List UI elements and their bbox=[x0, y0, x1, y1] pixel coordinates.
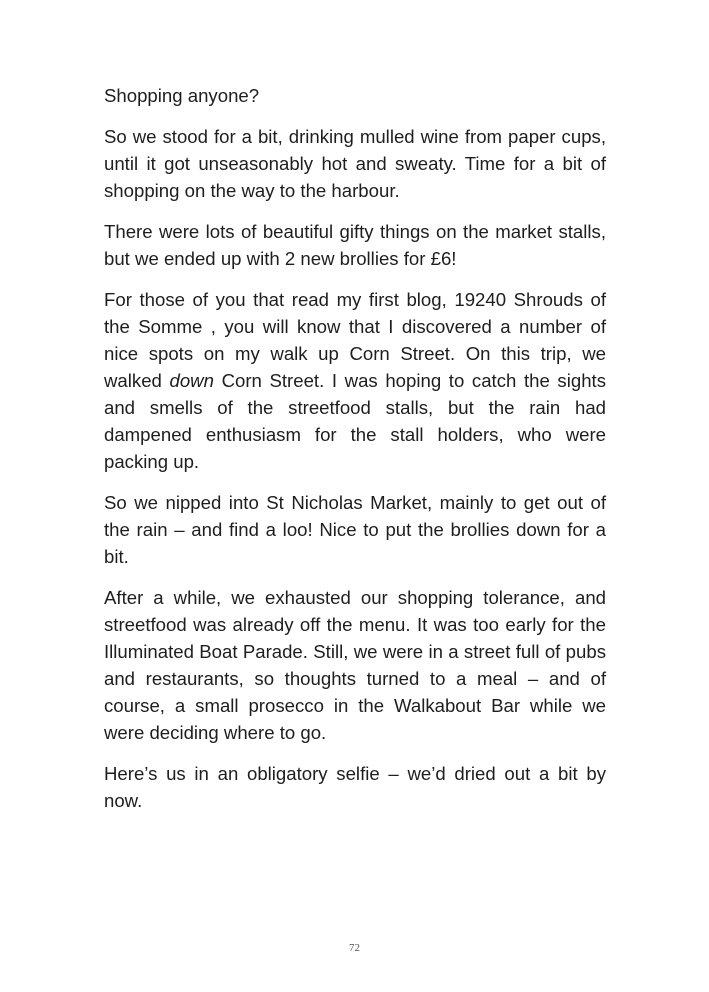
paragraph-3 bbox=[104, 286, 606, 475]
section-heading: Shopping anyone? bbox=[104, 85, 260, 106]
paragraph-6: Here’s us in an obligatory selfie – we’d dried out a bit by now. bbox=[104, 763, 606, 811]
paragraph-3-start: For those of you that read my first blog, 19240 Shrouds of the Somme , you will know that I discovered a number of nice spots on my walk up Corn Street. On this trip, we walked bbox=[104, 289, 606, 391]
paragraph-5: After a while, we exhausted our shopping tolerance, and streetfood was already off the menu. It was too early for the Illuminated Boat Parade. Still, we were in a street full of pubs and restaurants, so thoughts turned to a meal – and of course, a small prosecco in the Walkabout Bar while we were deciding where to go. bbox=[104, 587, 606, 743]
paragraph-1: So we stood for a bit, drinking mulled wine from paper cups, until it got unseasonably hot and sweaty. Time for a bit of shopping on the way to the harbour. bbox=[104, 126, 606, 201]
page-body bbox=[104, 82, 606, 828]
paragraph-4: So we nipped into St Nicholas Market, mainly to get out of the rain – and find a loo! Nice to put the brollies down for a bit. bbox=[104, 492, 606, 567]
paragraph-3-emphasis: down bbox=[169, 370, 214, 391]
paragraph-3-end: Corn Street. I was hoping to catch the sights and smells of the streetfood stalls, but the rain had dampened enthusiasm for the stall holders, who were packing up. bbox=[104, 370, 606, 472]
page-number: 72 bbox=[349, 942, 360, 954]
paragraph-2: There were lots of beautiful gifty things on the market stalls, but we ended up with 2 new brollies for £6! bbox=[104, 221, 606, 269]
